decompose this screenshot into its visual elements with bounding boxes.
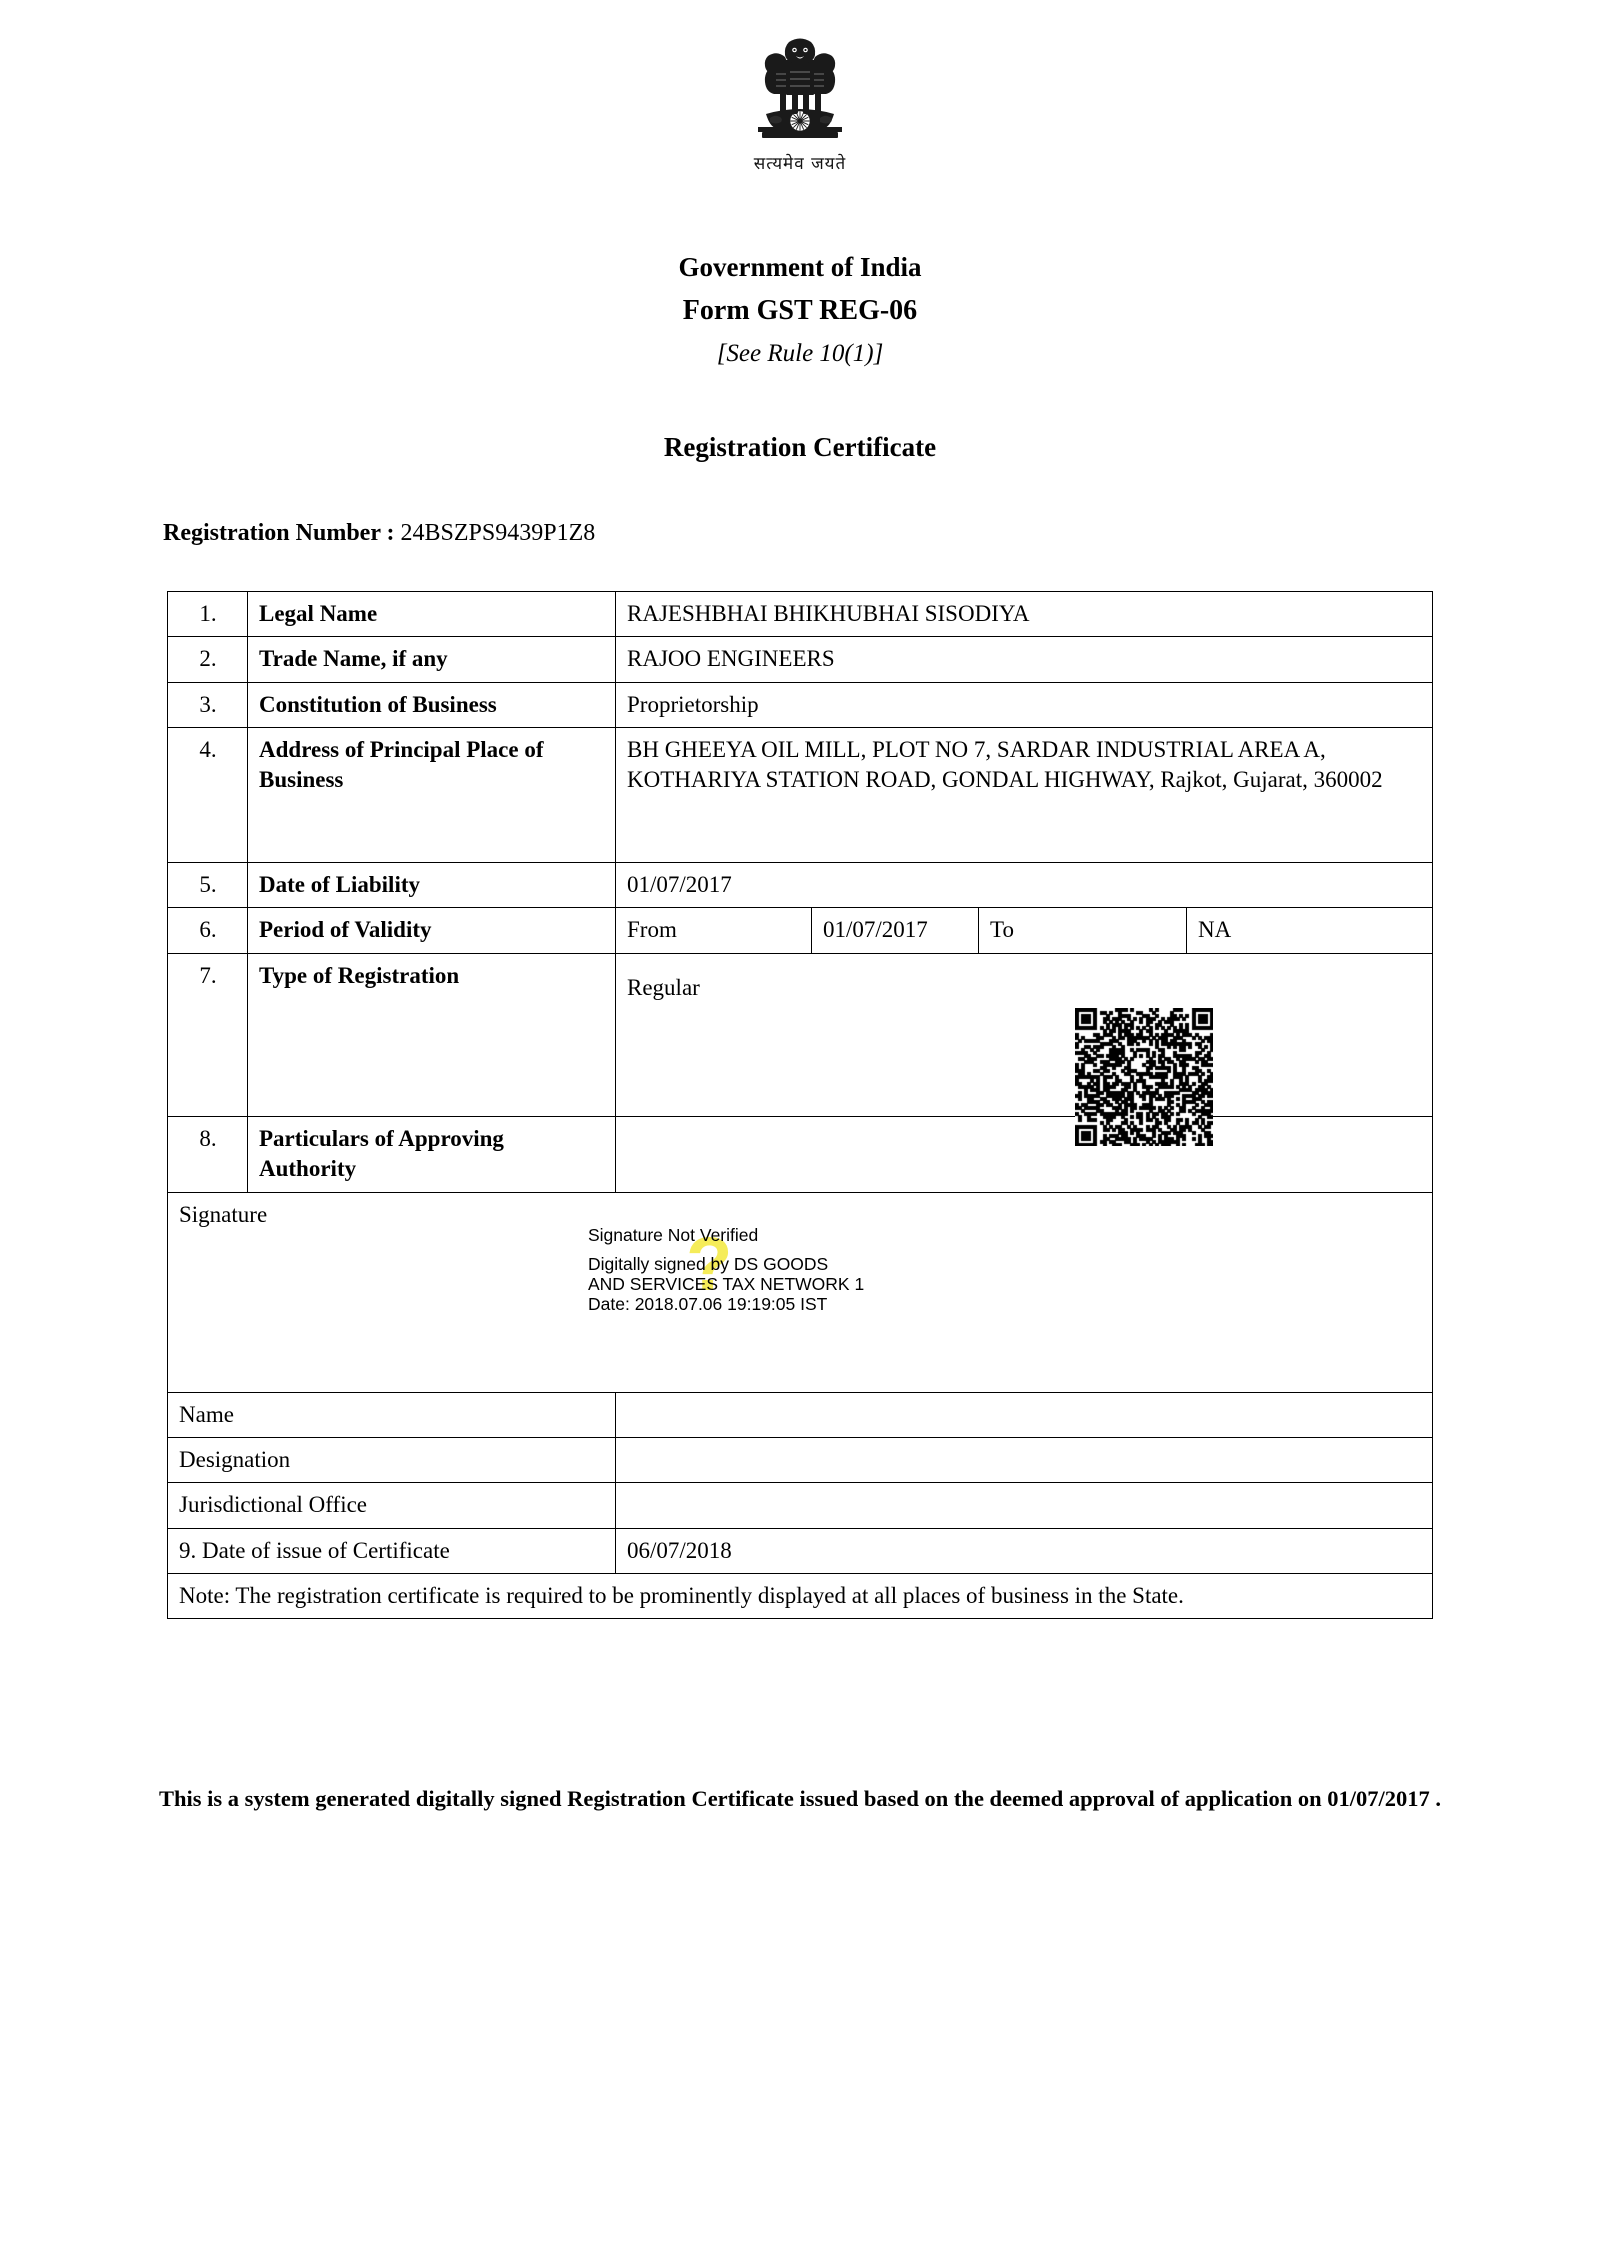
row-number: 5. (168, 863, 248, 908)
row-number: 6. (168, 908, 248, 953)
row-label: Particulars of Approving Authority (248, 1116, 616, 1192)
certificate-table (167, 591, 1433, 1619)
signature-cell (168, 1192, 1433, 1392)
table-row (168, 728, 1433, 863)
table-row (168, 953, 1433, 1116)
jurisdictional-office-value (616, 1483, 1433, 1528)
signature-signed-by-line-1: Digitally signed by DS GOODS (588, 1254, 829, 1275)
row-label: Constitution of Business (248, 682, 616, 727)
table-row (168, 682, 1433, 727)
registration-number-label: Registration Number : (163, 520, 395, 546)
page-title: Registration Certificate (663, 432, 937, 462)
validity-from-label: From (616, 908, 812, 953)
table-row (168, 1483, 1433, 1528)
table-row (168, 863, 1433, 908)
validity-to-label: To (979, 908, 1187, 953)
address-value: BH GHEEYA OIL MILL, PLOT NO 7, SARDAR INDUSTRIAL AREA A, KOTHARIYA STATION ROAD, GONDAL HIGHWAY, Rajkot, Gujarat, 360002 (616, 728, 1433, 863)
row-label: Date of Liability (248, 863, 616, 908)
row-number: 7. (168, 953, 248, 1116)
approving-authority-value (616, 1116, 1433, 1192)
table-row (168, 908, 1433, 953)
form-number-heading: Form GST REG-06 (682, 295, 918, 326)
date-of-issue-label: 9. Date of issue of Certificate (168, 1528, 616, 1573)
emblem-motto: सत्यमेव जयते (753, 154, 847, 174)
table-row (168, 1116, 1433, 1192)
government-heading: Government of India (678, 252, 922, 282)
row-number: 2. (168, 637, 248, 682)
date-of-liability-value: 01/07/2017 (616, 863, 1433, 908)
type-of-registration-value (616, 953, 1433, 1116)
footer-note: This is a system generated digitally signed Registration Certificate issued based on the deemed approval of application on 01/07/2017 . (158, 1786, 1442, 1811)
jurisdictional-office-label: Jurisdictional Office (168, 1483, 616, 1528)
table-row (168, 592, 1433, 637)
table-row (168, 637, 1433, 682)
legal-name-value: RAJESHBHAI BHIKHUBHAI SISODIYA (616, 592, 1433, 637)
row-number: 8. (168, 1116, 248, 1192)
registration-number (163, 520, 595, 547)
trade-name-value: RAJOO ENGINEERS (616, 637, 1433, 682)
note-row (168, 1573, 1433, 1618)
row-label: Period of Validity (248, 908, 616, 953)
authority-name-value (616, 1392, 1433, 1437)
constitution-value: Proprietorship (616, 682, 1433, 727)
signature-not-verified-text: Signature Not Verified (588, 1224, 759, 1245)
authority-designation-label: Designation (168, 1437, 616, 1482)
registration-number-value: 24BSZPS9439P1Z8 (400, 520, 596, 546)
row-label: Address of Principal Place of Business (248, 728, 616, 863)
note-text: Note: The registration certificate is required to be prominently displayed at all places of business in the State. (168, 1573, 1433, 1618)
digital-signature-details (588, 1221, 865, 1315)
table-row (168, 1392, 1433, 1437)
type-of-registration-text: Regular (627, 974, 700, 1000)
table-row (168, 1437, 1433, 1482)
row-label: Trade Name, if any (248, 637, 616, 682)
signature-date-line: Date: 2018.07.06 19:19:05 IST (588, 1293, 828, 1314)
validity-from-value: 01/07/2017 (812, 908, 979, 953)
signature-signed-by-line-2: AND SERVICES TAX NETWORK 1 (588, 1273, 865, 1294)
validity-to-value: NA (1187, 908, 1433, 953)
row-number: 1. (168, 592, 248, 637)
signature-question-mark-icon: ? (686, 1221, 733, 1307)
row-number: 3. (168, 682, 248, 727)
state-emblem-icon (742, 22, 858, 150)
gst-registration-qr-code (1075, 1008, 1213, 1146)
authority-name-label: Name (168, 1392, 616, 1437)
state-emblem-block (0, 22, 1600, 174)
row-label: Legal Name (248, 592, 616, 637)
authority-designation-value (616, 1437, 1433, 1482)
signature-row (168, 1192, 1433, 1392)
rule-reference: [See Rule 10(1)] (716, 340, 884, 367)
row-number: 4. (168, 728, 248, 863)
date-of-issue-value: 06/07/2018 (616, 1528, 1433, 1573)
signature-label: Signature (179, 1201, 268, 1227)
row-label: Type of Registration (248, 953, 616, 1116)
table-row (168, 1528, 1433, 1573)
